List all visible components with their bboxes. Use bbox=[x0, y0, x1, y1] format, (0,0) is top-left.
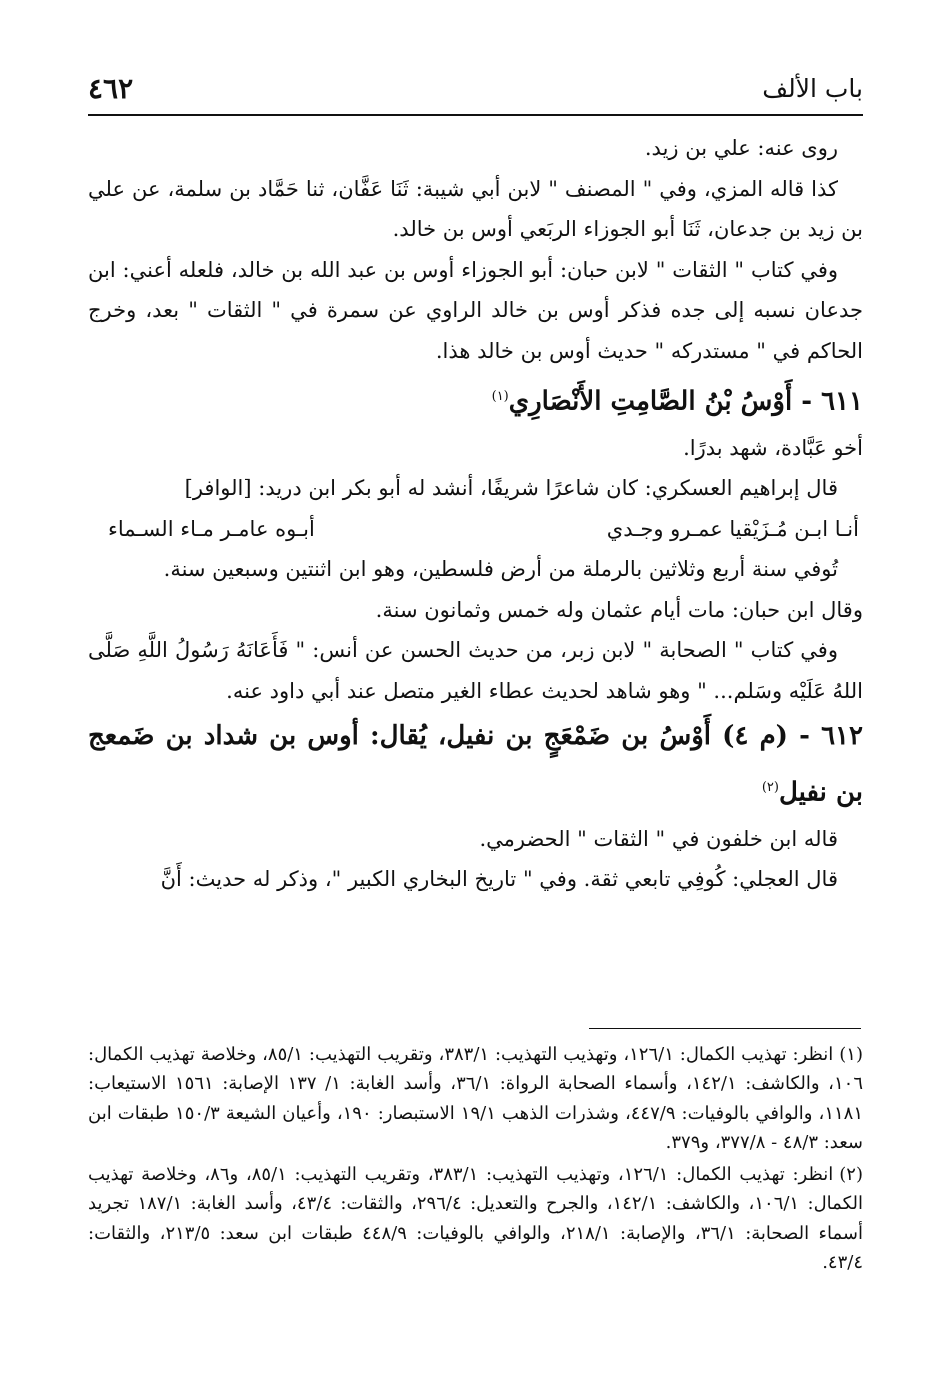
entry-heading-text: ٦١١ - أَوْسُ بْنُ الصَّامِتِ الأَنْصَارِي bbox=[508, 386, 863, 417]
footnote-text: انظر: تهذيب الكمال: ١٢٦/١، وتهذيب التهذيب: ٣٨٣/١، وتقريب التهذيب: ٨٥/١، و٨٦، وخلاصة تهذيب الكمال: ١٠٦/١، والكاشف: ١٤٢/١، والجرح والتعديل: ٢٩٦/٤، والثقات: ٤٣/٤، وأسد الغابة: ١٨٧/١ تجريد أسماء الصحابة: ٣٦/١، والإصابة: ٢١٨/١، والوافي بالوفيات: ٤٤٨/٩ طبقات ابن سعد: ٢١٣/٥، والثقات: ٤٣/٤. bbox=[88, 1164, 863, 1274]
paragraph: وفي كتاب " الصحابة " لابن زبر، من حديث الحسن عن أنس: " فَأَعَانَهُ رَسُولُ اللَّهِ صَلَّى اللهُ عَلَيْه وسَلم... " وهو شاهد لحديث عطاء الغير متصل عند أبي داود عنه. bbox=[88, 638, 863, 703]
header-rule bbox=[88, 114, 863, 116]
poem-verse bbox=[88, 509, 863, 550]
text-line: روى عنه: علي بن زيد. bbox=[644, 136, 838, 160]
footnote-ref: (١) bbox=[491, 389, 509, 404]
footnote-number: (٢) bbox=[839, 1164, 863, 1186]
main-text bbox=[88, 128, 863, 900]
text-line: وقال ابن حبان: مات أيام عثمان وله خمس وثمانون سنة. bbox=[375, 597, 863, 622]
paragraph: كذا قاله المزي، وفي " المصنف " لابن أبي شيبة: ثَنَا عَفَّان، ثنا حَمَّاد بن سلمة، عن علي بن زيد بن جدعان، ثَنَا أبو الجوزاء الربَعي أوس بن خالد. bbox=[88, 176, 863, 241]
footnote bbox=[88, 1040, 863, 1157]
footnote-text: انظر: تهذيب الكمال: ١٢٦/١، وتهذيب التهذيب: ٣٨٣/١، وتقريب التهذيب: ٨٥/١، وخلاصة تهذيب الكمال: ١٠٦، والكاشف: ١٤٢/١، وأسماء الصحابة الرواة: ٣٦/١، وأسد الغابة: ١/ ١٣٧ الإصابة: ١٥٦١ الاستيعاب: ١١٨١، والوافي بالوفيات: ٤٤٧/٩، وشذرات الذهب ١٩/١ الاستبصار: ١٩٠، وأعيان الشيعة ١٥٠/٣ طبقات ابن سعد: ٤٨/٣ - ٣٧٧/٨، و٣٧٩. bbox=[88, 1044, 864, 1153]
text-line: قاله ابن خلفون في " الثقات " الحضرمي. bbox=[479, 826, 838, 851]
paragraph: وفي كتاب " الثقات " لابن حبان: أبو الجوزاء أوس بن عبد الله بن خالد، فلعله أعني: ابن جدعان نسبه إلى جده فذكر أوس بن خالد الراوي عن سمرة في " الثقات " بعد، وخرج الحاكم في " مستدركه " حديث أوس بن خالد هذا. bbox=[88, 257, 863, 363]
paragraph: تُوفي سنة أربع وثلاثين بالرملة من أرض فلسطين، وهو ابن اثنتين وسبعين سنة. bbox=[163, 557, 838, 582]
footnote-number: (١) bbox=[839, 1044, 863, 1065]
verse-first-hemistich: أنـا ابـن مُـزَيْقيا عمـرو وجـدي bbox=[606, 516, 859, 541]
footnotes bbox=[88, 1040, 863, 1280]
footnote-ref: (٢) bbox=[761, 780, 779, 796]
text-line: قال العجلي: كُوفِي تابعي ثقة. وفي " تاريخ البخاري الكبير "، وذكر له حديث: أَنَّ bbox=[160, 867, 838, 892]
running-header bbox=[88, 70, 863, 110]
page-number: ٤٦٢ bbox=[88, 72, 134, 105]
chapter-title: باب الألف bbox=[762, 74, 863, 103]
entry-heading-612 bbox=[88, 711, 863, 819]
text-line: أخو عَبَّادة، شهد بدرًا. bbox=[683, 435, 863, 460]
footnote bbox=[88, 1160, 863, 1277]
entry-heading-611 bbox=[88, 371, 863, 428]
footnote-separator bbox=[589, 1028, 861, 1029]
verse-second-hemistich: أبـوه عامـر مـاء السـماء bbox=[108, 516, 315, 541]
paragraph: قال إبراهيم العسكري: كان شاعرًا شريفًا، أنشد له أبو بكر ابن دريد: [الوافر] bbox=[184, 476, 838, 501]
entry-heading-text: ٦١٢ - (م ٤) أَوْسُ بن ضَمْعَجٍ بن نفيل، يُقال: أوس بن شداد بن ضَمعج بن نفيل bbox=[88, 721, 863, 808]
